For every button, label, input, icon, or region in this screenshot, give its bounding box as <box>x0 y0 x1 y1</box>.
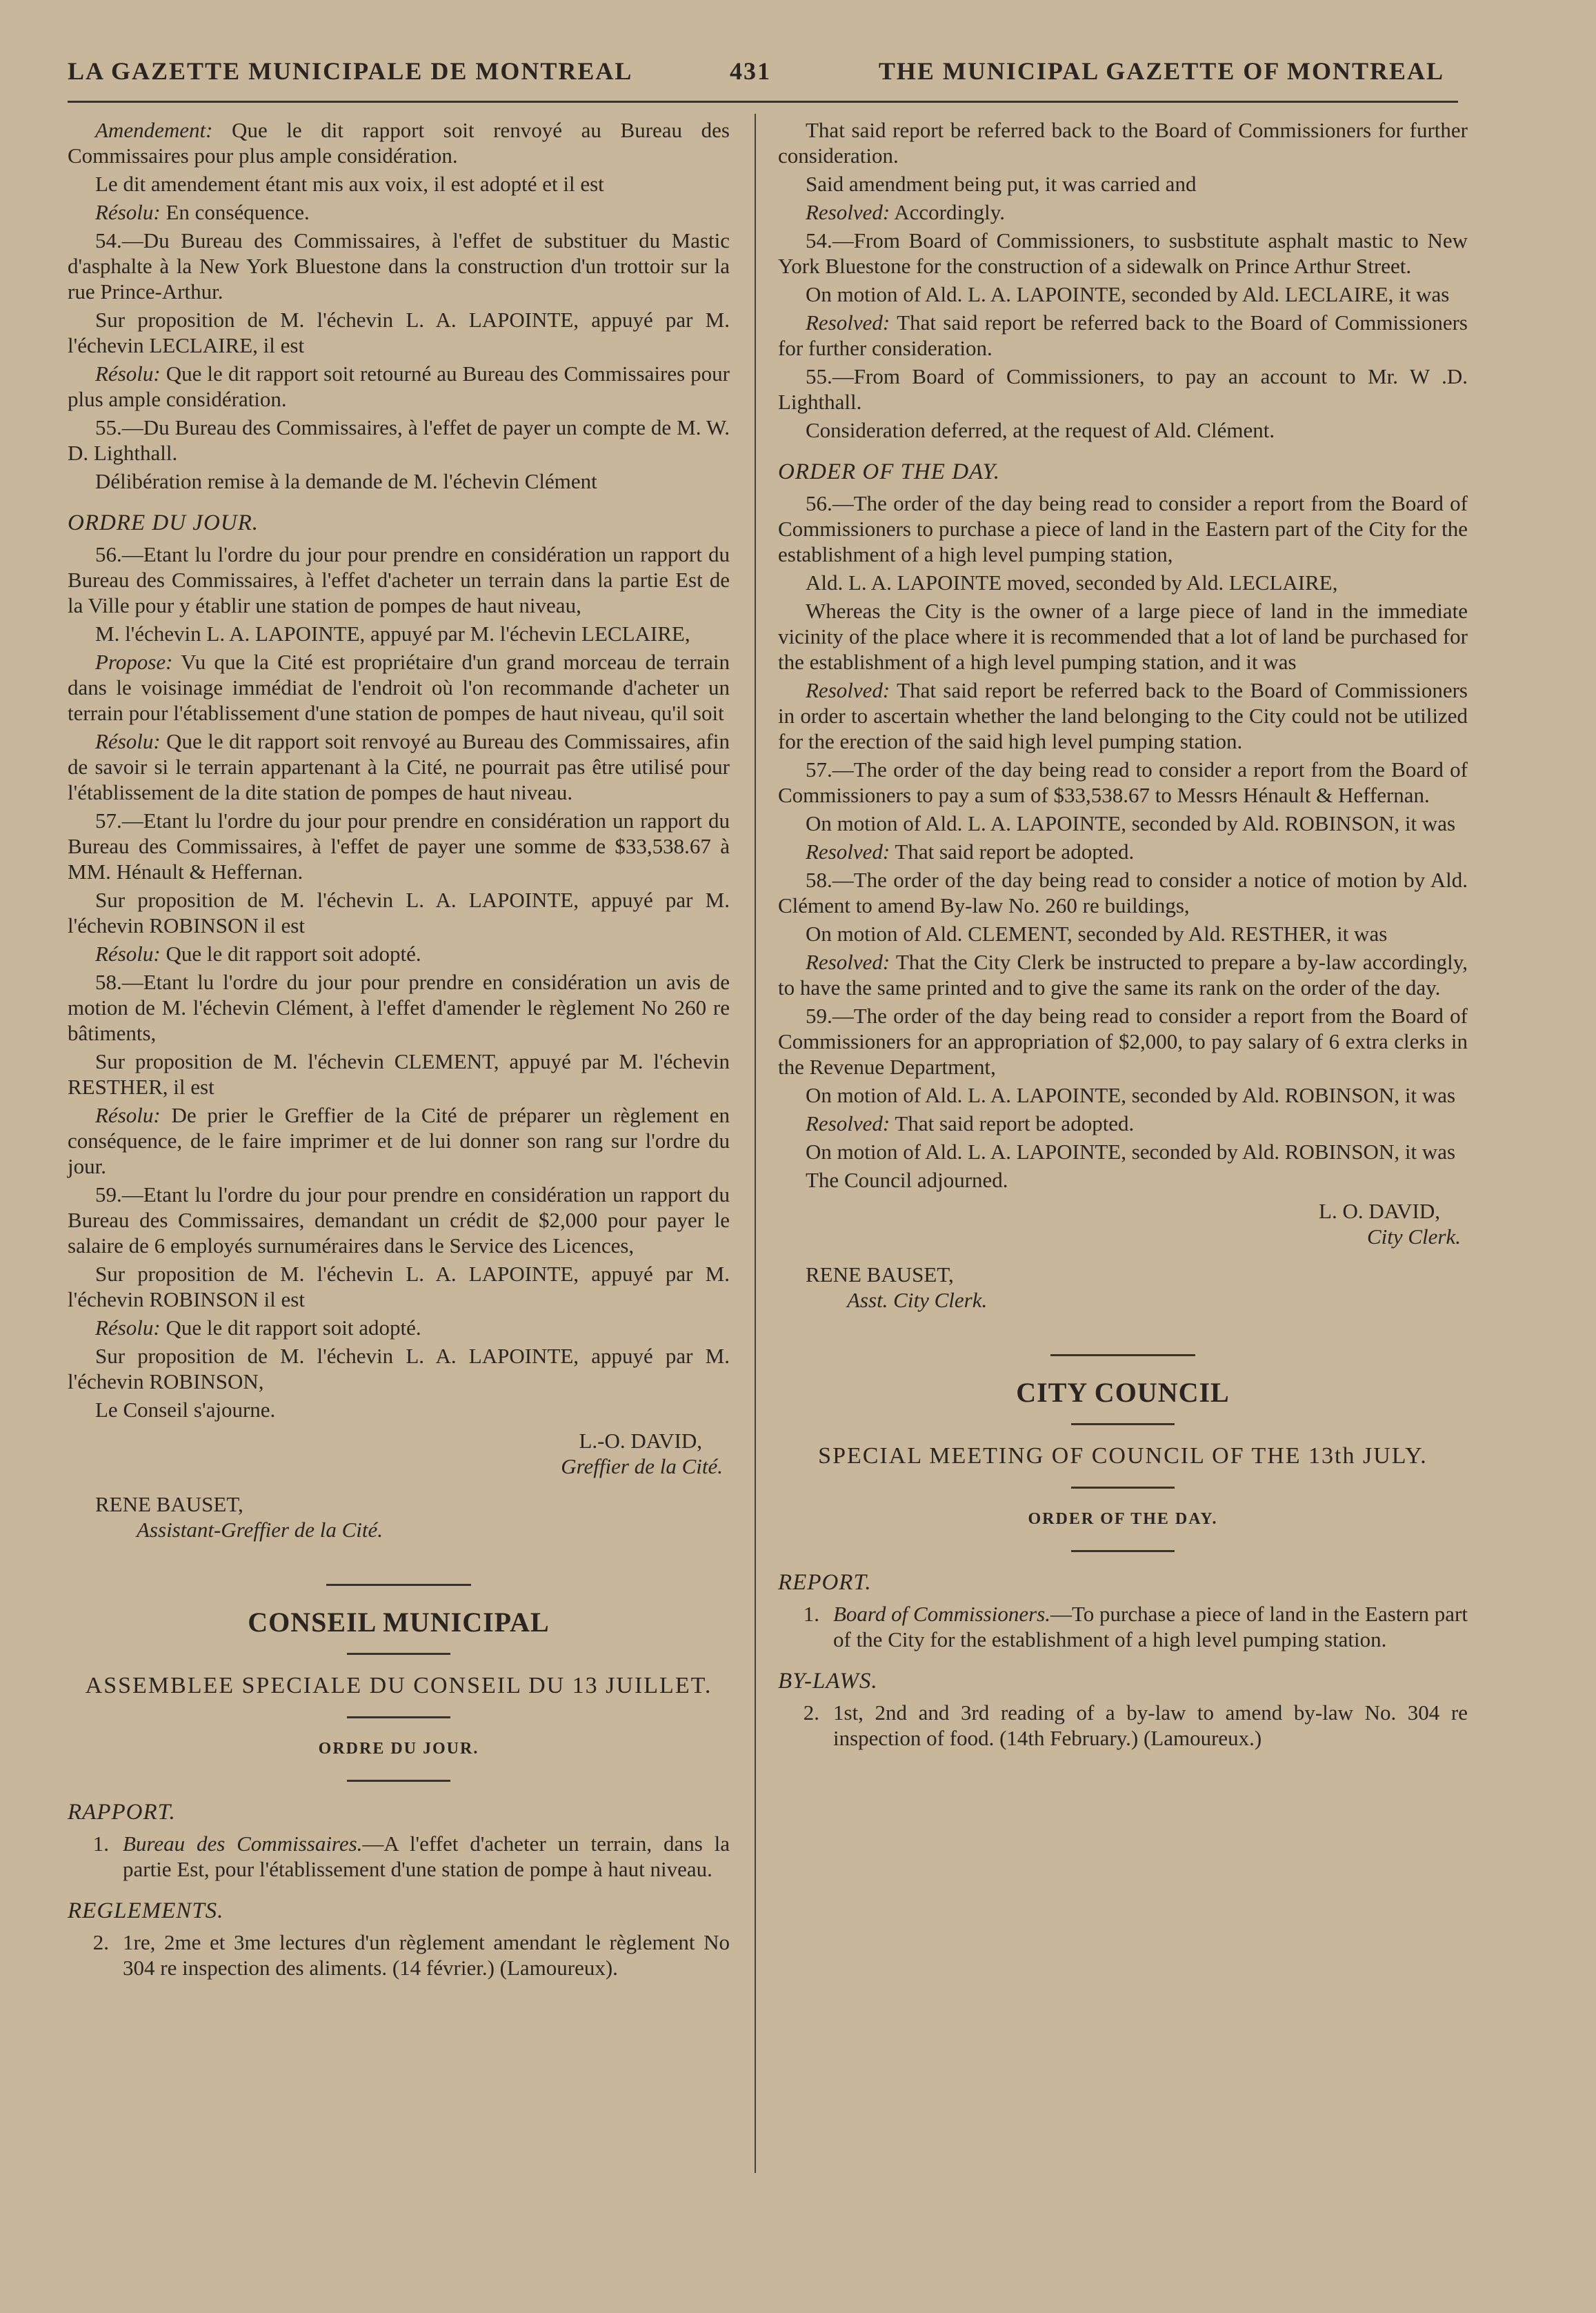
paragraph <box>778 1167 1468 1193</box>
item-text: 1st, 2nd and 3rd reading of a by-law to amend by-law No. 304 re inspection of food. (14th February.) (Lamoureux.) <box>833 1700 1468 1750</box>
paragraph <box>68 728 730 805</box>
paragraph <box>68 361 730 412</box>
paragraph <box>68 621 730 646</box>
header-french-title: LA GAZETTE MUNICIPALE DE MONTREAL <box>68 57 633 85</box>
french-report-list <box>68 1831 730 1882</box>
paragraph-text: 57.—The order of the day being read to consider a report from the Board of Commissioners to pay a sum of $33,538.67 to Messrs Hénault & Heffernan. <box>778 757 1468 807</box>
english-agenda-title: ORDER OF THE DAY. <box>1028 1510 1218 1528</box>
french-signature-name: L.-O. DAVID, <box>579 1429 702 1453</box>
paragraph <box>778 364 1468 415</box>
paragraph <box>778 281 1468 307</box>
paragraph-text: Sur proposition de M. l'échevin L. A. LAPOINTE, appuyé par M. l'échevin ROBINSON, <box>68 1344 730 1393</box>
paragraph-text: Le Conseil s'ajourne. <box>95 1398 276 1422</box>
paragraph-lead: Résolu: <box>95 942 161 966</box>
paragraph <box>778 1082 1468 1108</box>
paragraph-text: 54.—From Board of Commissioners, to susbstitute asphalt mastic to New York Bluestone for the construction of a sidewalk on Prince Arthur Street. <box>778 228 1468 278</box>
paragraph-text: The Council adjourned. <box>806 1168 1008 1192</box>
paragraph-text: That the City Clerk be instructed to prepare a by-law accordingly, to have the same printed and to give the same its rank on the order of the day. <box>778 950 1468 1000</box>
paragraph-text: En conséquence. <box>160 200 310 224</box>
french-column <box>68 117 730 1983</box>
paragraph-text: 56.—Etant lu l'ordre du jour pour prendre en considération un rapport du Bureau des Commissaires, à l'effet d'acheter un terrain dans la partie Est de la Ville pour y établir une station de pompes de haut niveau, <box>68 542 730 617</box>
paragraph <box>68 1343 730 1394</box>
paragraph-text: Délibération remise à la demande de M. l'échevin Clément <box>95 469 597 493</box>
english-column <box>778 117 1468 1754</box>
paragraph <box>778 839 1468 864</box>
paragraph-text: 58.—Etant lu l'ordre du jour pour prendre en considération un avis de motion de M. l'échevin Clément, à l'effet d'amender le règlement No 260 re bâtiments, <box>68 970 730 1045</box>
paragraph-text: That said report be referred back to the Board of Commissioners for further consideration. <box>778 310 1468 360</box>
list-item <box>778 1700 1468 1751</box>
column-divider <box>755 114 756 2173</box>
paragraph-lead: Resolved: <box>806 1111 890 1135</box>
paragraph-text: 55.—Du Bureau des Commissaires, à l'effet de payer un compte de M. W. D. Lighthall. <box>68 415 730 465</box>
french-meeting-rule <box>347 1716 450 1718</box>
english-title-rule <box>1071 1423 1175 1425</box>
paragraph-text: 55.—From Board of Commissioners, to pay an account to Mr. W .D. Lighthall. <box>778 364 1468 414</box>
paragraph <box>68 468 730 494</box>
paragraph <box>68 941 730 966</box>
english-order-items <box>778 490 1468 1193</box>
english-bylaw-list <box>778 1700 1468 1751</box>
paragraph-lead: Resolved: <box>806 678 890 702</box>
french-bylaws-heading: REGLEMENTS. <box>68 1898 224 1923</box>
paragraph <box>68 887 730 938</box>
paragraph-text: 56.—The order of the day being read to consider a report from the Board of Commissioners to purchase a piece of land in the Eastern part of the City for the establishment of a high level pumping station, <box>778 491 1468 566</box>
paragraph-text: On motion of Ald. L. A. LAPOINTE, seconded by Ald. ROBINSON, it was <box>806 1083 1456 1107</box>
paragraph-text: Accordingly. <box>890 200 1005 224</box>
paragraph <box>778 757 1468 808</box>
paragraph <box>68 199 730 225</box>
item-body: —To purchase a piece of land in the Eastern part of the City for the establishment of a high level pumping station. <box>833 1602 1468 1651</box>
paragraph <box>778 490 1468 567</box>
paragraph-lead: Resolved: <box>806 950 890 974</box>
french-bylaw-list <box>68 1929 730 1981</box>
english-meeting-rule <box>1071 1487 1175 1489</box>
list-item <box>68 1831 730 1882</box>
paragraph <box>68 969 730 1046</box>
paragraph <box>778 1111 1468 1136</box>
english-minutes <box>778 117 1468 443</box>
french-order-heading: ORDRE DU JOUR. <box>68 510 259 535</box>
paragraph <box>68 1182 730 1258</box>
paragraph-text: Said amendment being put, it was carried and <box>806 172 1197 196</box>
paragraph-text: That said report be adopted. <box>890 1111 1135 1135</box>
header-english-title: THE MUNICIPAL GAZETTE OF MONTREAL <box>878 57 1444 85</box>
paragraph <box>68 228 730 304</box>
french-council-title: CONSEIL MUNICIPAL <box>248 1607 550 1638</box>
paragraph <box>778 811 1468 836</box>
paragraph-lead: Résolu: <box>95 1103 161 1127</box>
paragraph <box>68 1102 730 1179</box>
paragraph-lead: Resolved: <box>806 840 890 864</box>
paragraph <box>778 867 1468 918</box>
paragraph <box>778 199 1468 225</box>
french-title-rule <box>347 1653 450 1655</box>
item-number: 2. <box>803 1700 819 1725</box>
paragraph-lead: Resolved: <box>806 310 890 335</box>
page-number: 431 <box>730 57 771 85</box>
paragraph-text: 58.—The order of the day being read to consider a notice of motion by Ald. Clément to amend By-law No. 260 re buildings, <box>778 868 1468 917</box>
french-assistant-name: RENE BAUSET, <box>95 1492 243 1516</box>
french-assistant-title: Assistant-Greffier de la Cité. <box>137 1518 383 1542</box>
paragraph-text: 59.—The order of the day being read to consider a report from the Board of Commissioners for an appropriation of $2,000, to pay salary of 6 extra clerks in the Revenue Department, <box>778 1004 1468 1079</box>
paragraph-text: On motion of Ald. L. A. LAPOINTE, seconded by Ald. ROBINSON, it was <box>806 811 1456 835</box>
paragraph <box>778 949 1468 1000</box>
paragraph-text: De prier le Greffier de la Cité de préparer un règlement en conséquence, de le faire imprimer et de lui donner son rang sur l'ordre du jour. <box>68 1103 730 1178</box>
paragraph-text: Le dit amendement étant mis aux voix, il est adopté et il est <box>95 172 604 196</box>
english-signature-name: L. O. DAVID, <box>1319 1199 1440 1223</box>
paragraph <box>778 228 1468 279</box>
list-item <box>68 1929 730 1981</box>
item-number: 2. <box>92 1930 109 1954</box>
paragraph <box>778 417 1468 443</box>
paragraph-text: Que le dit rapport soit adopté. <box>160 1316 421 1340</box>
french-agenda-rule <box>347 1780 450 1782</box>
english-bylaws-heading: BY-LAWS. <box>778 1669 878 1694</box>
paragraph-text: 54.—Du Bureau des Commissaires, à l'effet de substituer du Mastic d'asphalte à la New York Bluestone dans la construction d'un trottoir sur la rue Prince-Arthur. <box>68 228 730 304</box>
paragraph-text: That said report be adopted. <box>890 840 1135 864</box>
french-minutes <box>68 117 730 494</box>
item-text <box>123 1831 730 1882</box>
paragraph-lead: Resolved: <box>806 200 890 224</box>
paragraph <box>68 171 730 197</box>
paragraph <box>68 415 730 466</box>
english-meeting-title: SPECIAL MEETING OF COUNCIL OF THE 13th JULY. <box>818 1443 1428 1469</box>
paragraph <box>778 1139 1468 1164</box>
paragraph-text: Sur proposition de M. l'échevin L. A. LAPOINTE, appuyé par M. l'échevin LECLAIRE, il est <box>68 308 730 357</box>
english-order-heading: ORDER OF THE DAY. <box>778 459 1000 484</box>
item-body: —A l'effet d'acheter un terrain, dans la partie Est, pour l'établissement d'une station de pompe à haut niveau. <box>123 1831 730 1881</box>
paragraph-text: Que le dit rapport soit renvoyé au Bureau des Commissaires, afin de savoir si le terrain appartenant à la Cité, ne pourrait pas être utilisé pour l'établissement de la dite station de pompes de haut niveau. <box>68 729 730 804</box>
paragraph-lead: Amendement: <box>95 118 213 142</box>
english-council-title: CITY COUNCIL <box>1016 1377 1230 1408</box>
item-lead: Bureau des Commissaires. <box>123 1831 363 1856</box>
paragraph-text: Consideration deferred, at the request of Ald. Clément. <box>806 418 1275 442</box>
paragraph-text: 59.—Etant lu l'ordre du jour pour prendre en considération un rapport du Bureau des Commissaires, demandant un crédit de $2,000 pour payer le salaire de 6 employés surnuméraires dans le Service des Licences, <box>68 1182 730 1258</box>
item-number: 1. <box>803 1602 819 1626</box>
english-signature-title: City Clerk. <box>1366 1224 1461 1249</box>
paragraph <box>68 808 730 884</box>
paragraph <box>778 921 1468 946</box>
paragraph-text: Ald. L. A. LAPOINTE moved, seconded by Ald. LECLAIRE, <box>806 570 1338 595</box>
paragraph-text: That said report be referred back to the Board of Commissioners for further consideration. <box>778 118 1468 168</box>
english-report-list <box>778 1601 1468 1652</box>
paragraph <box>778 598 1468 675</box>
paragraph-lead: Résolu: <box>95 1316 161 1340</box>
item-text: 1re, 2me et 3me lectures d'un règlement amendant le règlement No 304 re inspection des aliments. (14 février.) (Lamoureux). <box>123 1930 730 1980</box>
french-section-rule <box>326 1584 471 1586</box>
list-item <box>778 1601 1468 1652</box>
paragraph-lead: Résolu: <box>95 200 161 224</box>
paragraph <box>68 1049 730 1100</box>
english-agenda-rule <box>1071 1550 1175 1552</box>
paragraph-text: That said report be referred back to the Board of Commissioners in order to ascertain whether the land belonging to the City could not be utilized for the erection of the said high level pumping station. <box>778 678 1468 753</box>
paragraph <box>778 171 1468 197</box>
paragraph <box>68 307 730 358</box>
paragraph-lead: Résolu: <box>95 729 161 753</box>
paragraph-text: Sur proposition de M. l'échevin L. A. LAPOINTE, appuyé par M. l'échevin ROBINSON il est <box>68 888 730 937</box>
paragraph <box>778 310 1468 361</box>
paragraph <box>778 570 1468 595</box>
paragraph <box>68 1315 730 1340</box>
paragraph-text: Vu que la Cité est propriétaire d'un grand morceau de terrain dans le voisinage immédiat de l'endroit où l'on recommande d'acheter un terrain pour l'établissement d'une station de pompes de haut niveau, qu'il soit <box>68 650 730 725</box>
item-text <box>833 1601 1468 1652</box>
paragraph-text: On motion of Ald. CLEMENT, seconded by Ald. RESTHER, it was <box>806 922 1388 946</box>
paragraph-text: On motion of Ald. L. A. LAPOINTE, seconded by Ald. ROBINSON, it was <box>806 1140 1456 1164</box>
paragraph <box>68 117 730 168</box>
paragraph-text: On motion of Ald. L. A. LAPOINTE, seconded by Ald. LECLAIRE, it was <box>806 282 1450 306</box>
english-report-heading: REPORT. <box>778 1570 872 1595</box>
french-report-heading: RAPPORT. <box>68 1800 176 1825</box>
french-signature-title: Greffier de la Cité. <box>561 1454 723 1478</box>
paragraph-lead: Propose: <box>95 650 173 674</box>
english-assistant-name: RENE BAUSET, <box>806 1262 954 1287</box>
paragraph-text: 57.—Etant lu l'ordre du jour pour prendre en considération un rapport du Bureau des Commissaires, à l'effet de payer une somme de $33,538.67 à MM. Hénault & Heffernan. <box>68 808 730 884</box>
page-header <box>68 57 1444 98</box>
paragraph <box>778 117 1468 168</box>
item-number: 1. <box>92 1831 109 1856</box>
paragraph-text: Sur proposition de M. l'échevin CLEMENT, appuyé par M. l'échevin RESTHER, il est <box>68 1049 730 1099</box>
paragraph-text: Whereas the City is the owner of a large piece of land in the immediate vicinity of the place where it is recommended that a lot of land be purchased for the establishment of a high level pumping station, and it was <box>778 599 1468 674</box>
french-order-items <box>68 542 730 1422</box>
paragraph-text: M. l'échevin L. A. LAPOINTE, appuyé par M. l'échevin LECLAIRE, <box>95 622 690 646</box>
paragraph <box>68 542 730 618</box>
french-agenda-title: ORDRE DU JOUR. <box>318 1740 479 1758</box>
header-rule <box>68 101 1458 103</box>
paragraph <box>778 677 1468 754</box>
paragraph-text: Sur proposition de M. l'échevin L. A. LAPOINTE, appuyé par M. l'échevin ROBINSON il est <box>68 1262 730 1311</box>
paragraph-text: Que le dit rapport soit renvoyé au Bureau des Commissaires pour plus ample considération. <box>68 118 730 168</box>
english-section-rule <box>1050 1354 1195 1356</box>
paragraph-text: Que le dit rapport soit adopté. <box>160 942 421 966</box>
english-assistant-title: Asst. City Clerk. <box>847 1288 988 1312</box>
paragraph <box>778 1003 1468 1080</box>
paragraph-text: Que le dit rapport soit retourné au Bureau des Commissaires pour plus ample considération. <box>68 361 730 411</box>
item-lead: Board of Commissioners. <box>833 1602 1050 1626</box>
paragraph-lead: Résolu: <box>95 361 161 386</box>
french-meeting-title: ASSEMBLEE SPECIALE DU CONSEIL DU 13 JUILLET. <box>85 1673 712 1698</box>
paragraph <box>68 1261 730 1312</box>
paragraph <box>68 649 730 726</box>
paragraph <box>68 1397 730 1422</box>
